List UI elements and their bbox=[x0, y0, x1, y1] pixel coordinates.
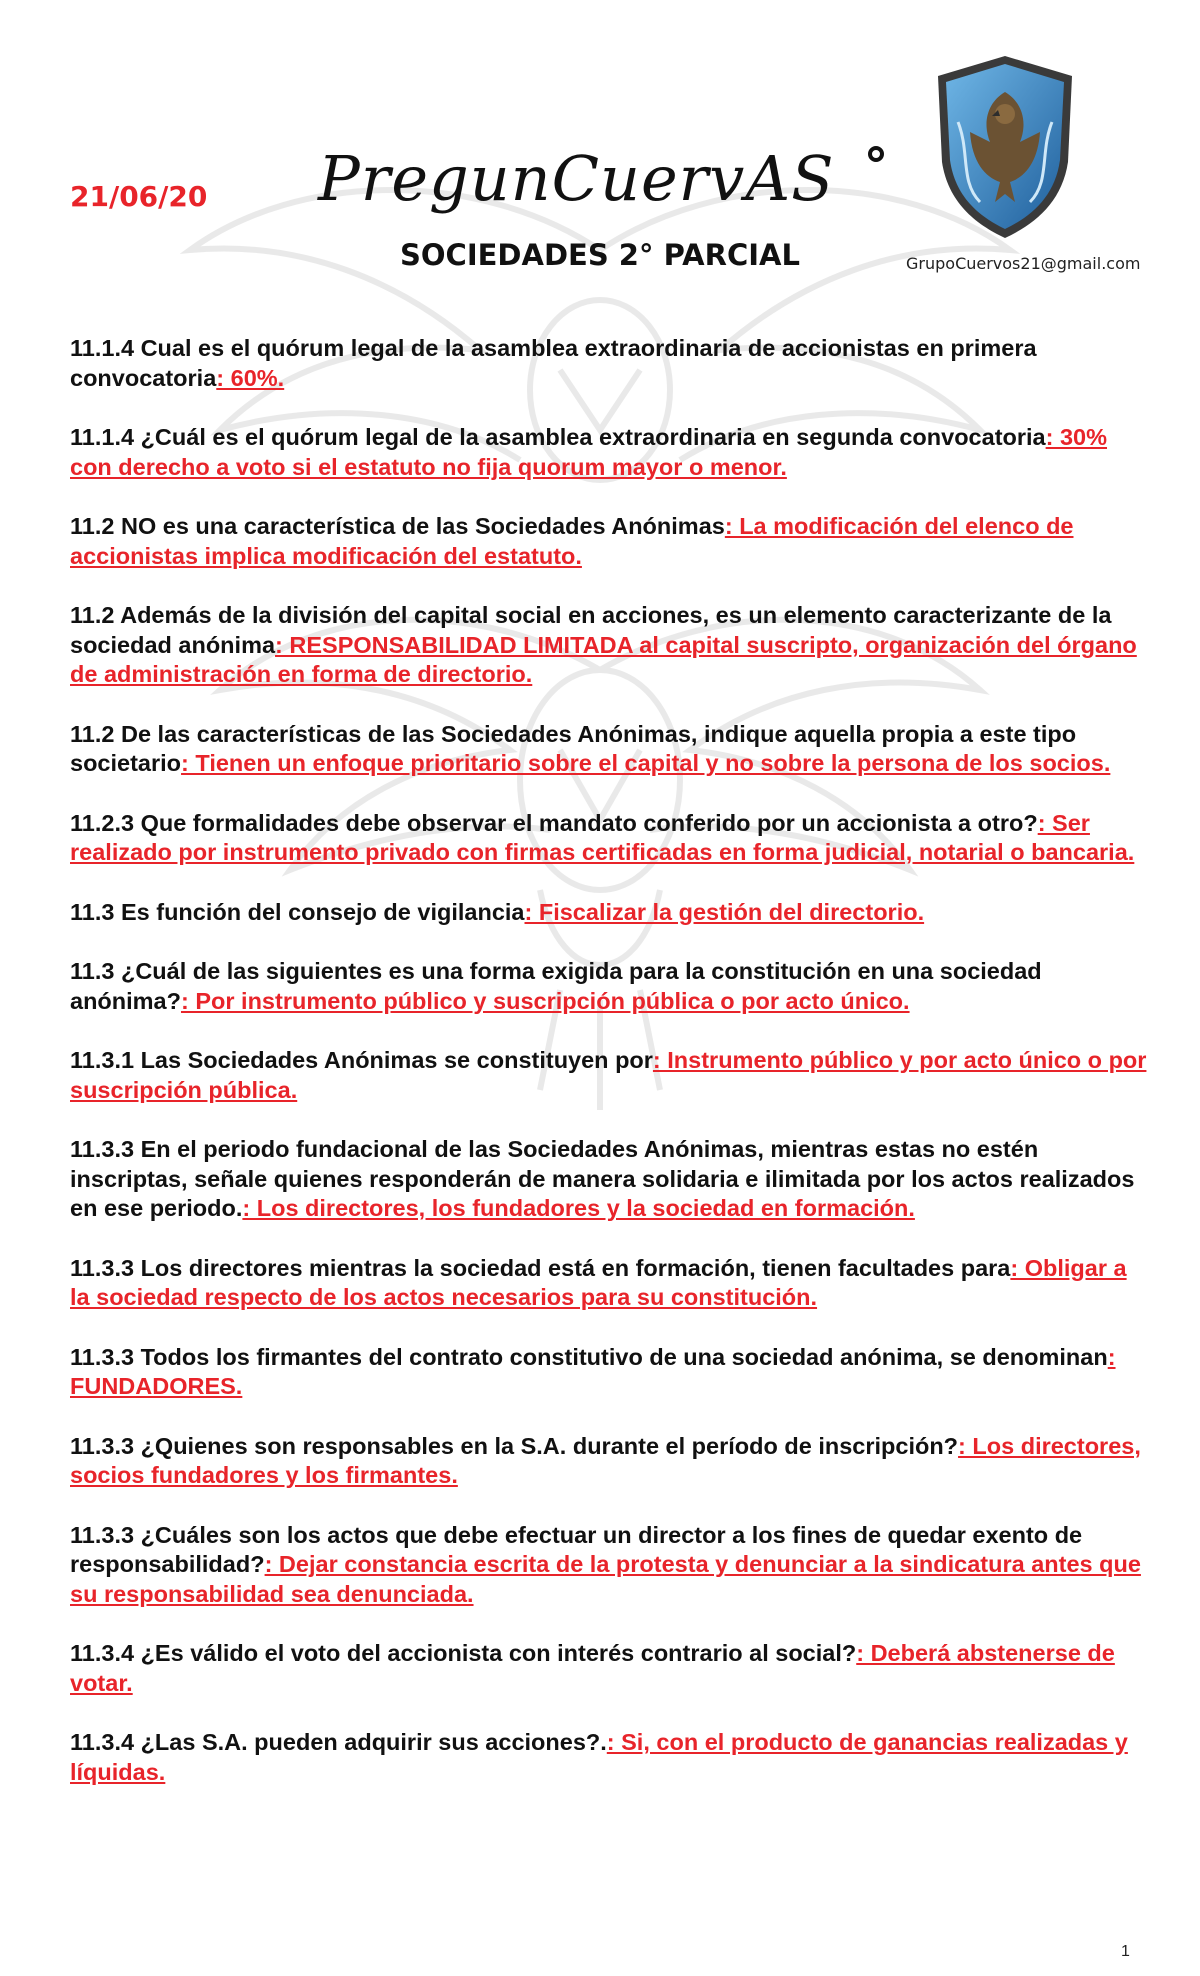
question-text: 11.2 Además de la división del capital social en acciones, es un elemento caracterizante de la sociedad anónima bbox=[70, 602, 1112, 658]
question-text: 11.3.3 Los directores mientras la sociedad está en formación, tienen facultades para bbox=[70, 1254, 1011, 1281]
answer-text: : Fiscalizar la gestión del directorio. bbox=[524, 898, 925, 925]
question-list bbox=[70, 334, 1150, 1817]
list-item bbox=[70, 1343, 1150, 1402]
document-date: 21/06/20 bbox=[70, 180, 208, 213]
answer-text: : Por instrumento público y suscripción pública o por acto único. bbox=[180, 987, 910, 1014]
list-item bbox=[70, 1728, 1150, 1787]
list-item bbox=[70, 1135, 1150, 1224]
registered-mark-icon bbox=[868, 146, 884, 162]
answer-text: : Los directores, los fundadores y la sociedad en formación. bbox=[242, 1195, 915, 1221]
answer-text: : Si, con el producto de ganancias realizadas y líquidas. bbox=[70, 1729, 1128, 1785]
answer-text: : Obligar a la sociedad respecto de los actos necesarios para su constitución. bbox=[70, 1254, 1127, 1310]
question-text: 11.3.3 ¿Cuáles son los actos que debe efectuar un director a los fines de quedar exento de responsabilidad? bbox=[70, 1521, 1083, 1577]
list-item bbox=[70, 809, 1150, 868]
list-item bbox=[70, 423, 1150, 482]
list-item bbox=[70, 898, 1150, 928]
contact-email: GrupoCuervos21@gmail.com bbox=[906, 254, 1141, 273]
answer-text: : Instrumento público y por acto único o por suscripción pública. bbox=[70, 1047, 1147, 1103]
page-number: 1 bbox=[1121, 1943, 1130, 1960]
brand-title: PregunCuervAS bbox=[318, 142, 835, 215]
list-item bbox=[70, 334, 1150, 393]
answer-text: : 30% con derecho a voto si el estatuto no fija quorum mayor o menor. bbox=[70, 424, 1108, 480]
list-item bbox=[70, 720, 1150, 779]
list-item bbox=[70, 1432, 1150, 1491]
question-text: 11.3.4 ¿Es válido el voto del accionista con interés contrario al social? bbox=[70, 1640, 857, 1666]
question-text: 11.3.3 Todos los firmantes del contrato constitutivo de una sociedad anónima, se denominan bbox=[70, 1343, 1108, 1370]
subject-heading: SOCIEDADES 2° PARCIAL bbox=[400, 238, 800, 272]
answer-text: : Dejar constancia escrita de la protesta y denunciar a la sindicatura antes que su responsabilidad sea denunciada. bbox=[70, 1551, 1141, 1607]
question-text: 11.3.3 ¿Quienes son responsables en la S.A. durante el período de inscripción? bbox=[70, 1432, 959, 1459]
answer-text: : Los directores, socios fundadores y los firmantes. bbox=[70, 1432, 1141, 1488]
answer-text: : La modificación del elenco de accionistas implica modificación del estatuto. bbox=[70, 513, 1074, 569]
answer-text: : Deberá abstenerse de votar. bbox=[70, 1640, 1115, 1696]
question-text: 11.3.4 ¿Las S.A. pueden adquirir sus acciones?. bbox=[70, 1729, 607, 1755]
answer-text: : Tienen un enfoque prioritario sobre el capital y no sobre la persona de los socios. bbox=[181, 750, 1111, 776]
question-text: 11.3.1 Las Sociedades Anónimas se constituyen por bbox=[70, 1047, 653, 1073]
list-item bbox=[70, 1254, 1150, 1313]
question-text: 11.2.3 Que formalidades debe observar el mandato conferido por un accionista a otro? bbox=[70, 809, 1038, 836]
question-text: 11.3.3 En el periodo fundacional de las Sociedades Anónimas, mientras estas no estén inscriptas, señale quienes responderán de manera solidaria e ilimitada por los actos realizados en ese periodo. bbox=[70, 1136, 1135, 1221]
question-text: 11.3 Es función del consejo de vigilancia bbox=[70, 898, 525, 925]
answer-text: : FUNDADORES. bbox=[70, 1343, 1116, 1399]
list-item bbox=[70, 1639, 1150, 1698]
question-text: 11.1.4 ¿Cuál es el quórum legal de la asamblea extraordinaria en segunda convocatoria bbox=[70, 424, 1046, 450]
answer-text: : RESPONSABILIDAD LIMITADA al capital suscripto, organización del órgano de administración en forma de directorio. bbox=[70, 631, 1137, 687]
question-text: 11.2 De las características de las Sociedades Anónimas, indique aquella propia a este tipo societario bbox=[70, 720, 1077, 776]
question-text: 11.1.4 Cual es el quórum legal de la asamblea extraordinaria de accionistas en primera convocatoria bbox=[70, 335, 1037, 391]
answer-text: : 60%. bbox=[216, 364, 285, 391]
question-text: 11.3 ¿Cuál de las siguientes es una forma exigida para la constitución en una sociedad anónima? bbox=[70, 958, 1042, 1014]
question-text: 11.2 NO es una característica de las Sociedades Anónimas bbox=[70, 513, 725, 539]
list-item bbox=[70, 512, 1150, 571]
list-item bbox=[70, 957, 1150, 1016]
answer-text: : Ser realizado por instrumento privado con firmas certificadas en forma judicial, notarial o bancaria. bbox=[70, 809, 1135, 865]
list-item bbox=[70, 601, 1150, 690]
list-item bbox=[70, 1046, 1150, 1105]
ravenclaw-crest-icon bbox=[930, 52, 1080, 242]
list-item bbox=[70, 1521, 1150, 1610]
